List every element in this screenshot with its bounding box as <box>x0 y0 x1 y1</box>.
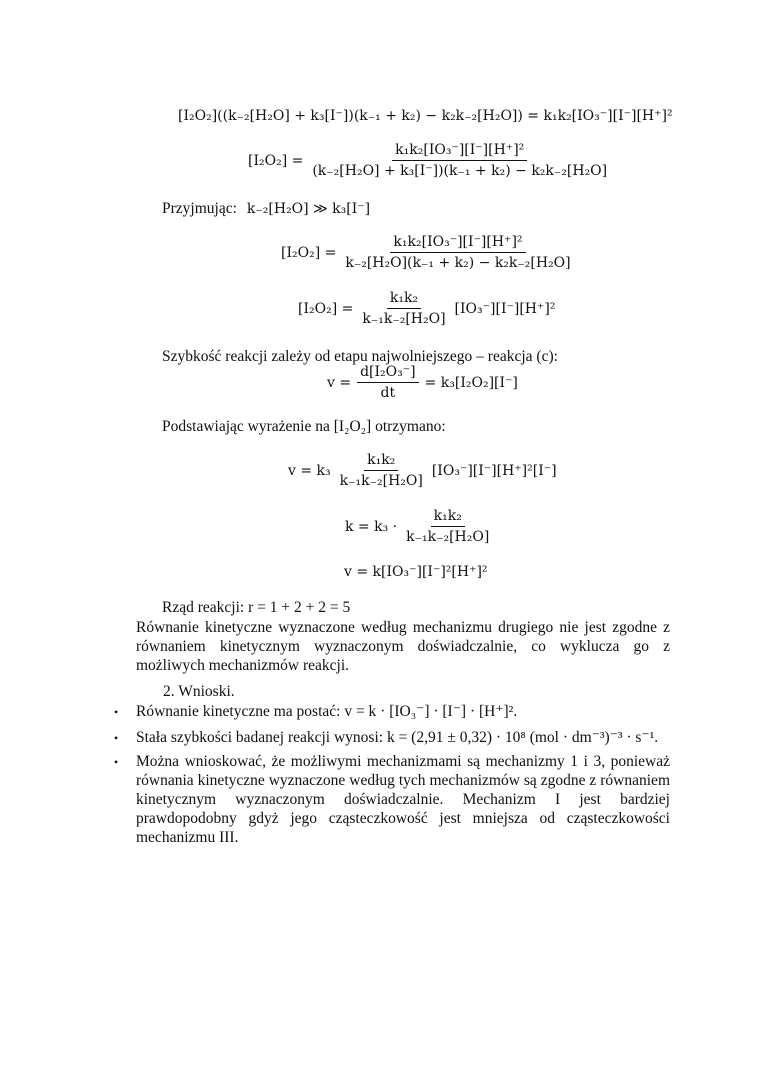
reaction-order: Rząd reakcji: r = 1 + 2 + 2 = 5 <box>162 599 351 616</box>
equation-2-denominator: (k₋₂[H₂O] + k₃[I⁻])(k₋₁ + k₂) − k₂k₋₂[H₂O] <box>312 163 608 179</box>
assumption-label: Przyjmując: <box>162 200 237 217</box>
bullet-marker-1: • <box>114 705 119 719</box>
equation-7-fraction <box>403 508 492 545</box>
bullet-item-2: Stała szybkości badanej reakcji wynosi: k = (2,91 ± 0,32) · 10⁸ (mol · dm⁻³)⁻³ · s⁻¹. <box>136 729 659 746</box>
equation-2-fraction <box>309 142 610 179</box>
bullet-item-1: Równanie kinetyczne ma postać: v = k · [IO₃⁻] · [I⁻] · [H⁺]². <box>136 703 518 720</box>
rate-statement: Szybkość reakcji zależy od etapu najwolniejszego – reakcja (c): <box>162 348 558 365</box>
equation-6-fraction <box>337 452 426 489</box>
bullet-marker-3: • <box>114 755 119 769</box>
equation-6-denominator: k₋₁k₋₂[H₂O] <box>339 473 423 489</box>
equation-3-lhs: [I₂O₂] = <box>281 244 337 261</box>
equation-3-denominator: k₋₂[H₂O](k₋₁ + k₂) − k₂k₋₂[H₂O] <box>345 255 571 271</box>
equation-1: [I₂O₂]((k₋₂[H₂O] + k₃[I⁻])(k₋₁ + k₂) − k₂k₋₂[H₂O]) = k₁k₂[IO₃⁻][I⁻][H⁺]² <box>178 108 673 124</box>
equation-6-numerator: k₁k₂ <box>364 452 398 471</box>
equation-4-lhs: [I₂O₂] = <box>298 300 354 317</box>
equation-5-lhs: v = <box>327 374 352 391</box>
mechanism-conclusion-paragraph: Równanie kinetyczne wyznaczone według mechanizmu drugiego nie jest zgodne z równaniem kinetycznym wyznaczonym doświadczalnie, co wyklucza go z możliwych mechanizmów reakcji. <box>136 619 670 674</box>
equation-7-denominator: k₋₁k₋₂[H₂O] <box>406 529 490 545</box>
equation-2-lhs: [I₂O₂] = <box>248 152 304 169</box>
equation-5 <box>327 364 518 401</box>
bullet-marker-2: • <box>114 731 119 745</box>
equation-5-numerator: d[I₂O₃⁻] <box>357 364 419 383</box>
equation-7-numerator: k₁k₂ <box>431 508 465 527</box>
equation-3 <box>281 234 574 271</box>
equation-3-numerator: k₁k₂[IO₃⁻][I⁻][H⁺]² <box>390 234 525 253</box>
equation-5-denominator: dt <box>380 385 396 401</box>
equation-7 <box>345 508 492 545</box>
section-heading: 2. Wnioski. <box>163 683 235 700</box>
equation-8: v = k[IO₃⁻][I⁻]²[H⁺]² <box>344 564 488 580</box>
equation-6-lhs: v = k₃ <box>288 462 331 479</box>
equation-5-rhs: = k₃[I₂O₂][I⁻] <box>424 374 518 391</box>
equation-6-rhs: [IO₃⁻][I⁻][H⁺]²[I⁻] <box>431 462 557 479</box>
equation-4-fraction <box>359 290 448 327</box>
equation-6 <box>288 452 557 489</box>
equation-2-numerator: k₁k₂[IO₃⁻][I⁻][H⁺]² <box>392 142 527 161</box>
equation-4-denominator: k₋₁k₋₂[H₂O] <box>362 311 446 327</box>
equation-4-rhs: [IO₃⁻][I⁻][H⁺]² <box>454 300 556 317</box>
assumption-line <box>162 200 370 218</box>
assumption-expression: k₋₂[H₂O] ≫ k₃[I⁻] <box>246 201 371 217</box>
equation-2 <box>248 142 610 179</box>
substitution-statement: Podstawiając wyrażenie na [I₂O₂] otrzymano: <box>162 418 446 435</box>
equation-4-numerator: k₁k₂ <box>387 290 421 309</box>
bullet-item-3: Można wnioskować, że możliwymi mechanizmami są mechanizmy 1 i 3, ponieważ równania kinetyczne wyznaczone według tych mechanizmów są zgodne z równaniem kinetycznym wyznaczonym doświadczalnie. Mechanizm I jest bardziej prawdopodobny gdyż jego cząsteczkowość jest mniejsza od cząsteczkowości mechanizmu III. <box>136 753 670 846</box>
equation-4 <box>298 290 555 327</box>
equation-3-fraction <box>342 234 573 271</box>
equation-7-lhs: k = k₃ · <box>345 518 398 535</box>
equation-5-fraction <box>357 364 419 401</box>
